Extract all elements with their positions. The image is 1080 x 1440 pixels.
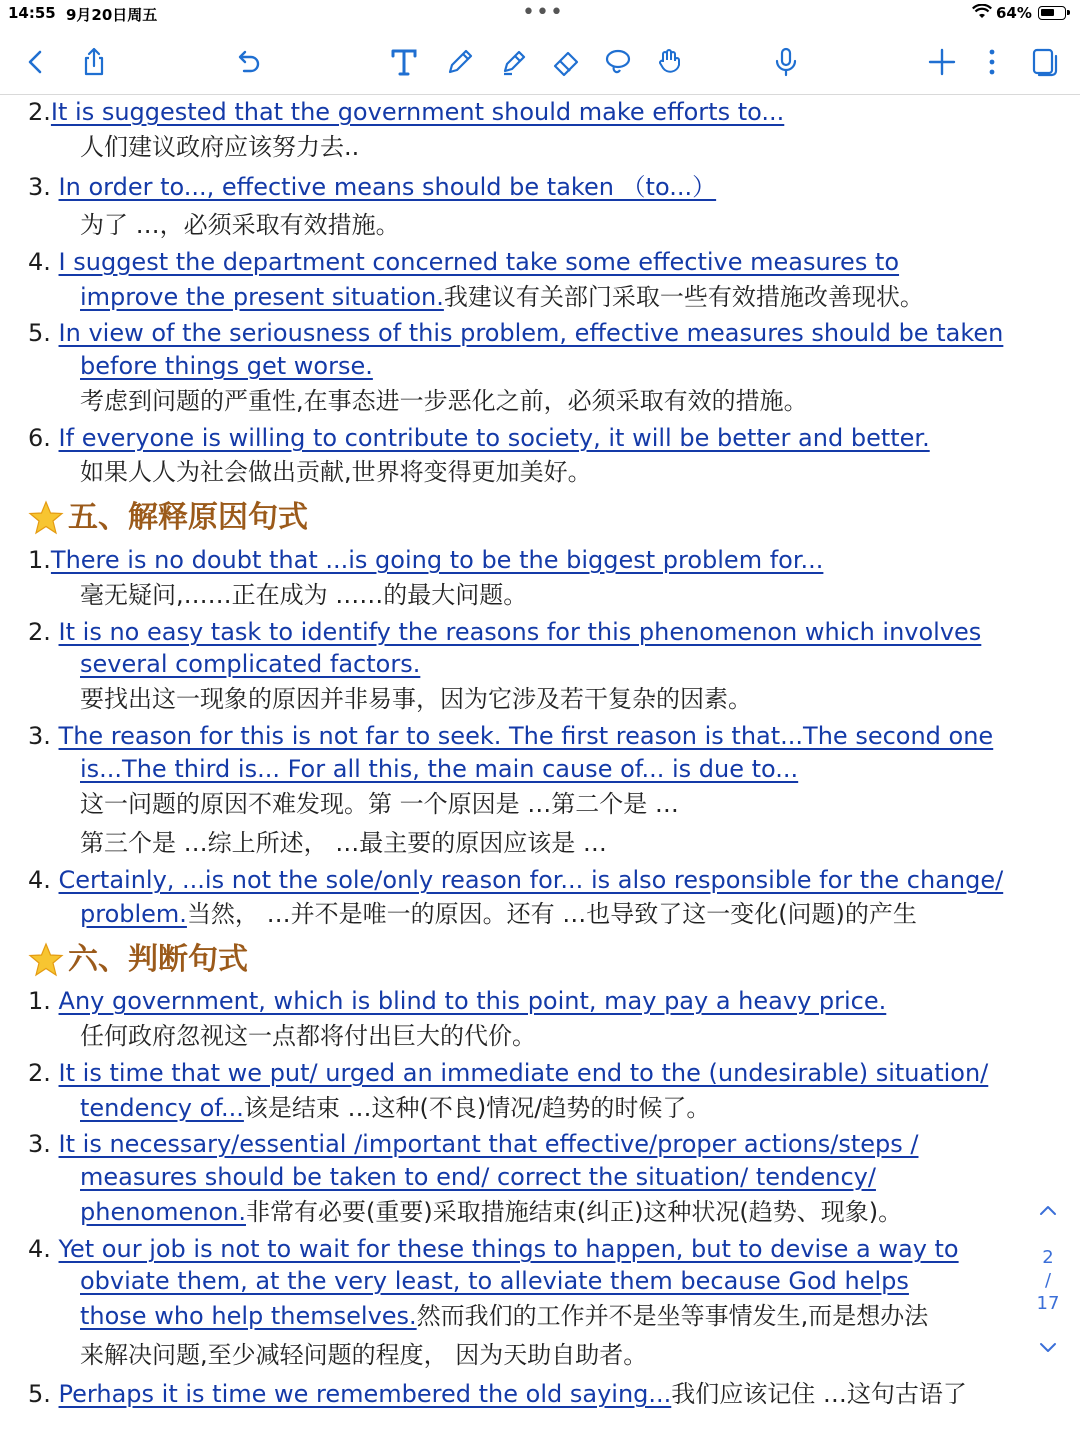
sentence-line: 1.There is no doubt that ...is going to be the biggest problem for... [28,546,824,574]
sentence-line: 2.It is suggested that the government should make efforts to... [28,98,785,126]
sentence-line: 4. Certainly, ...is not the sole/only reason for... is also responsible for the change/ [28,866,1004,894]
status-bar [0,0,1080,28]
section-heading: 六、判断句式 [28,942,248,978]
page-current: 2 [1042,1247,1054,1268]
highlighter-icon[interactable] [492,40,536,84]
status-date: 9月20日周五 [66,6,158,24]
sentence-line: several complicated factors. [80,650,421,678]
translation-line: 这一问题的原因不难发现。第 一个原因是 …第二个是 … [80,790,679,818]
sentence-line: obviate them, at the very least, to alleviate them because God helps [80,1267,909,1295]
toolbar [0,28,1080,95]
sentence-line: 2. It is no easy task to identify the reasons for this phenomenon which involves [28,618,982,646]
status-time: 14:55 [8,4,56,22]
page-separator: / [1044,1270,1052,1291]
undo-icon[interactable] [226,40,270,84]
eraser-icon[interactable] [544,40,588,84]
pen-icon[interactable] [438,40,482,84]
sentence-line: 1. Any government, which is blind to this point, may pay a heavy price. [28,987,887,1015]
sentence-line: tendency of...该是结束 …这种(不良)情况/趋势的时候了。 [80,1094,711,1122]
sentence-line: 3. The reason for this is not far to seek. The first reason is that...The second one [28,722,994,750]
more-icon[interactable] [970,40,1014,84]
multitasking-dots-icon[interactable]: ••• [522,0,564,25]
microphone-icon[interactable] [764,40,808,84]
previous-page-button[interactable] [1030,1200,1066,1227]
lasso-icon[interactable] [596,40,640,84]
sentence-line: measures should be taken to end/ correct the situation/ tendency/ [80,1163,876,1191]
sentence-line: phenomenon.非常有必要(重要)采取措施结束(纠正)这种状况(趋势、现象)。 [80,1198,903,1226]
wifi-icon [972,4,992,24]
note-page[interactable] [0,95,1080,1440]
translation-line: 如果人人为社会做出贡献,世界将变得更加美好。 [80,458,592,486]
sentence-line: those who help themselves.然而我们的工作并不是坐等事情发生,而是想办法 [80,1302,929,1330]
sentence-line: 2. It is time that we put/ urged an immediate end to the (undesirable) situation/ [28,1059,989,1087]
pages-icon[interactable] [1022,40,1066,84]
sentence-line: 5. Perhaps it is time we remembered the old saying...我们应该记住 …这句古语了 [28,1380,967,1408]
hand-icon[interactable] [648,40,692,84]
sentence-line: 3. In order to..., effective means should be taken （to...） [28,173,717,201]
translation-line: 任何政府忽视这一点都将付出巨大的代价。 [80,1022,536,1050]
text-tool-icon[interactable] [382,40,426,84]
translation-line: 毫无疑问,……正在成为 ……的最大问题。 [80,581,528,609]
battery-percent: 64% [996,4,1032,22]
sentence-line: 3. It is necessary/essential /important that effective/proper actions/steps / [28,1130,919,1158]
share-icon[interactable] [72,40,116,84]
sentence-line: 4. Yet our job is not to wait for these things to happen, but to devise a way to [28,1235,959,1263]
sentence-line: before things get worse. [80,352,373,380]
sentence-line: improve the present situation.我建议有关部门采取一些有效措施改善现状。 [80,283,924,311]
translation-line: 要找出这一现象的原因并非易事，因为它涉及若干复杂的因素。 [80,685,752,713]
chevron-down-icon [1037,1336,1059,1358]
sentence-line: 6. If everyone is willing to contribute to society, it will be better and better. [28,424,930,452]
sentence-line: is...The third is... For all this, the main cause of... is due to... [80,755,799,783]
add-icon[interactable] [920,40,964,84]
back-icon[interactable] [14,40,58,84]
battery-icon [1038,6,1066,20]
sentence-line: 5. In view of the seriousness of this problem, effective measures should be taken [28,319,1004,347]
translation-line: 来解决问题,至少减轻问题的程度， 因为天助自助者。 [80,1341,648,1369]
chevron-up-icon [1037,1200,1059,1222]
section-heading: 五、解释原因句式 [28,500,308,536]
translation-line: 为了 …，必须采取有效措施。 [80,211,400,239]
translation-line: 人们建议政府应该努力去.. [80,133,360,161]
next-page-button[interactable] [1030,1336,1066,1363]
star-icon [28,500,64,536]
page-total: 17 [1036,1293,1060,1314]
sentence-line: 4. I suggest the department concerned take some effective measures to [28,248,900,276]
sentence-line: problem.当然， …并不是唯一的原因。还有 …也导致了这一变化(问题)的产生 [80,900,917,928]
translation-line: 第三个是 …综上所述， …最主要的原因应该是 … [80,829,607,857]
translation-line: 考虑到问题的严重性,在事态进一步恶化之前，必须采取有效的措施。 [80,387,808,415]
battery-fill [1041,9,1054,16]
star-icon [28,942,64,978]
